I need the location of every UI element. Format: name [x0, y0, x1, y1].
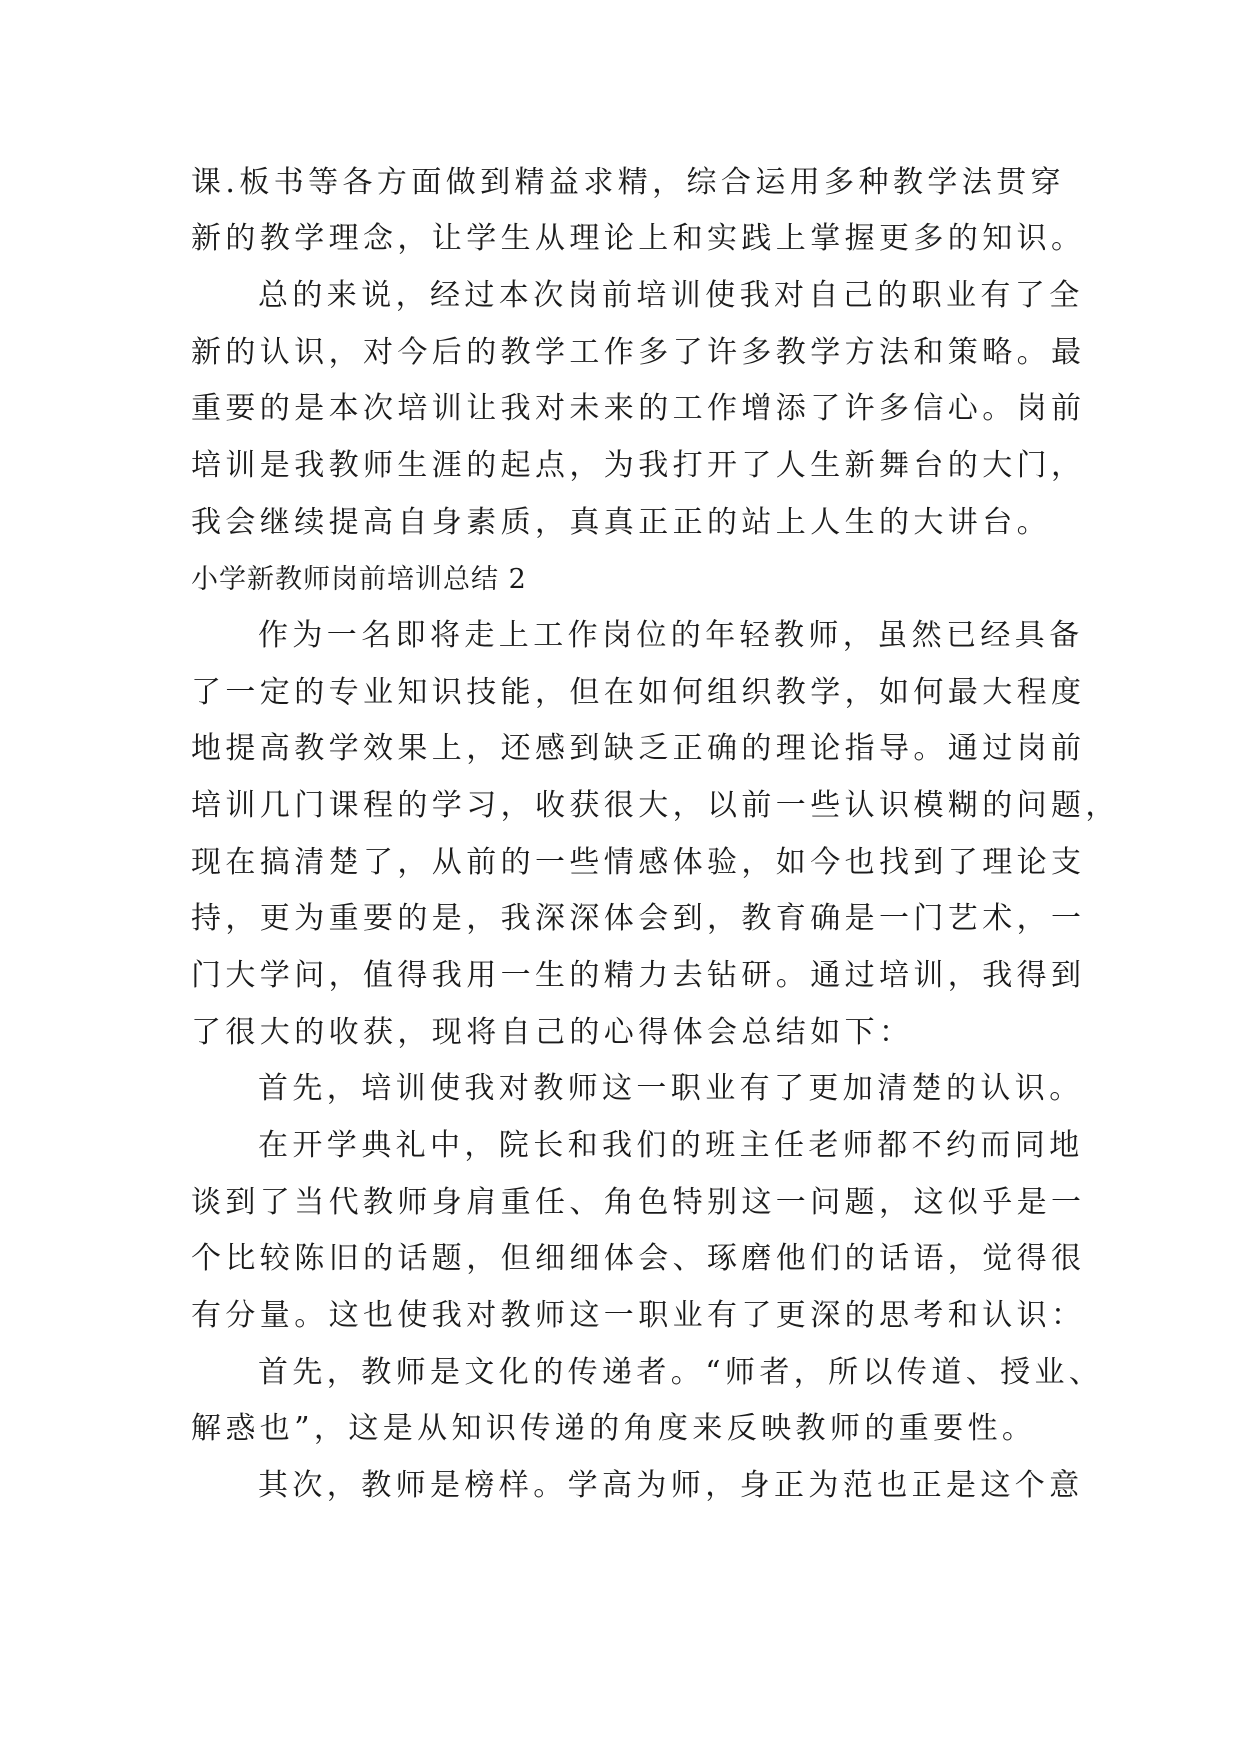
paragraph-first-line: 首先，教师是文化的传递者。“师者，所以传道、授业、	[258, 1355, 1104, 1390]
text-line: 我会继续提高自身素质，真真正正的站上人生的大讲台。	[191, 505, 1051, 540]
text-line: 个比较陈旧的话题，但细细体会、琢磨他们的话语，觉得很	[191, 1241, 1086, 1276]
paragraph-first-line: 作为一名即将走上工作岗位的年轻教师，虽然已经具备	[258, 618, 1084, 653]
text-line: 谈到了当代教师身肩重任、角色特别这一问题，这似乎是一	[191, 1185, 1086, 1220]
text-line: 课.板书等各方面做到精益求精，综合运用多种教学法贯穿	[191, 165, 1065, 200]
text-line: 重要的是本次培训让我对未来的工作增添了许多信心。岗前	[191, 391, 1086, 426]
section-heading: 小学新教师岗前培训总结 2	[191, 564, 527, 595]
text-line: 地提高教学效果上，还感到缺乏正确的理论指导。通过岗前	[191, 731, 1086, 766]
paragraph-first-line: 其次，教师是榜样。学高为师，身正为范也正是这个意	[258, 1468, 1084, 1503]
text-line: 了一定的专业知识技能，但在如何组织教学，如何最大程度	[191, 675, 1086, 710]
text-line: 现在搞清楚了，从前的一些情感体验，如今也找到了理论支	[191, 845, 1086, 880]
text-line: 解惑也”，这是从知识传递的角度来反映教师的重要性。	[191, 1411, 1037, 1446]
paragraph-first-line: 总的来说，经过本次岗前培训使我对自己的职业有了全	[258, 278, 1084, 313]
text-line: 新的认识，对今后的教学工作多了许多教学方法和策略。最	[191, 335, 1086, 370]
paragraph-first-line: 在开学典礼中，院长和我们的班主任老师都不约而同地	[258, 1128, 1084, 1163]
text-line: 有分量。这也使我对教师这一职业有了更深的思考和认识：	[191, 1298, 1086, 1333]
text-line: 持，更为重要的是，我深深体会到，教育确是一门艺术，一	[191, 901, 1086, 936]
text-line: 新的教学理念，让学生从理论上和实践上掌握更多的知识。	[191, 221, 1086, 256]
paragraph-first-line: 首先，培训使我对教师这一职业有了更加清楚的认识。	[258, 1071, 1084, 1106]
text-line: 门大学问，值得我用一生的精力去钻研。通过培训，我得到	[191, 958, 1086, 993]
text-line: 了很大的收获，现将自己的心得体会总结如下：	[191, 1015, 914, 1050]
text-line: 培训几门课程的学习，收获很大，以前一些认识模糊的问题，	[191, 788, 1120, 823]
text-line: 培训是我教师生涯的起点，为我打开了人生新舞台的大门，	[191, 448, 1086, 483]
